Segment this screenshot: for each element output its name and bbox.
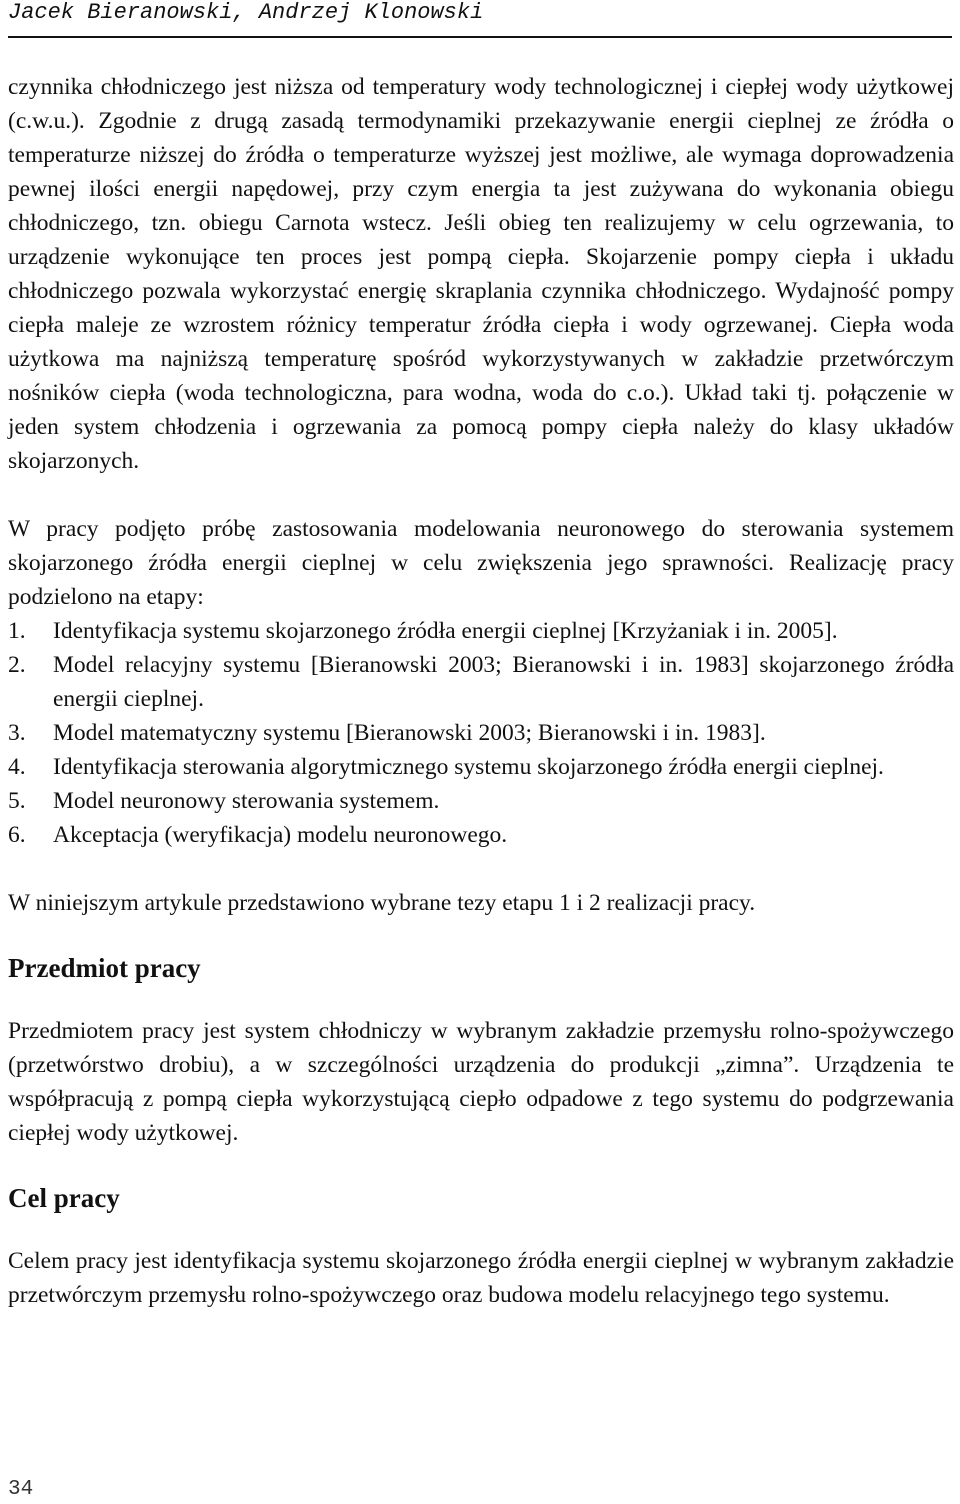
- page-body: [8, 70, 954, 1312]
- scope-paragraph: W pracy podjęto próbę zastosowania modelowania neuronowego do sterowania systemem skojarzonego źródła energii cieplnej w celu zwiększenia jego sprawności. Realizację pracy podzielono na etapy:: [8, 516, 954, 610]
- intro-paragraph: czynnika chłodniczego jest niższa od temperatury wody technologicznej i ciepłej wody użytkowej (c.w.u.). Zgodnie z drugą zasadą termodynamiki przekazywanie energii cieplnej ze źródła o temperaturze niższej do źródła o temperaturze wyższej jest możliwe, ale wymaga doprowadzenia pewnej ilości energii napędowej, przy czym energia ta jest zużywana do wykonania obiegu chłodniczego, tzn. obiegu Carnota wstecz. Jeśli obieg ten realizujemy w celu ogrzewania, to urządzenie wykonujące ten proces jest pompą ciepła. Skojarzenie pompy ciepła i układu chłodniczego pozwala wykorzystać energię skraplania czynnika chłodniczego. Wydajność pompy ciepła maleje ze wzrostem różnicy temperatur źródła ciepła i wody ogrzewanej. Ciepła woda użytkowa ma najniższą temperaturę spośród wykorzystywanych w zakładzie przetwórczym nośników ciepła (woda technologiczna, para wodna, woda do c.o.). Układ taki tj. połączenie w jeden system chłodzenia i ogrzewania za pomocą pompy ciepła należy do klasy układów skojarzonych.: [8, 74, 954, 474]
- list-item-number: 4.: [8, 754, 26, 780]
- list-item-number: 6.: [8, 822, 26, 848]
- list-item: [8, 716, 954, 750]
- list-item-text: Model matematyczny systemu [Bieranowski 2003; Bieranowski i in. 1983].: [53, 720, 766, 746]
- running-header: [8, 0, 952, 38]
- list-item-number: 2.: [8, 652, 26, 678]
- list-item-number: 5.: [8, 788, 26, 814]
- list-item-text: Identyfikacja systemu skojarzonego źródła energii cieplnej [Krzyżaniak i in. 2005].: [53, 618, 838, 644]
- list-item-number: 3.: [8, 720, 26, 746]
- section-heading-goal: Cel pracy: [8, 1183, 120, 1213]
- page-number: 34: [8, 1478, 34, 1501]
- list-item-text: Model relacyjny systemu [Bieranowski 2003; Bieranowski i in. 1983] skojarzonego źródła energii cieplnej.: [53, 652, 954, 712]
- article-scope-paragraph: W niniejszym artykule przedstawiono wybrane tezy etapu 1 i 2 realizacji pracy.: [8, 890, 756, 916]
- list-item: [8, 750, 954, 784]
- stages-list: [8, 614, 954, 852]
- list-item: [8, 818, 954, 852]
- list-item: [8, 648, 954, 716]
- list-item: [8, 614, 954, 648]
- section-heading-subject: Przedmiot pracy: [8, 953, 201, 983]
- list-item-number: 1.: [8, 618, 26, 644]
- list-item-text: Akceptacja (weryfikacja) modelu neuronowego.: [53, 822, 508, 848]
- list-item: [8, 784, 954, 818]
- list-item-text: Model neuronowy sterowania systemem.: [53, 788, 440, 814]
- goal-paragraph: Celem pracy jest identyfikacja systemu skojarzonego źródła energii cieplnej w wybranym zakładzie przetwórczym przemysłu rolno-spożywczego oraz budowa modelu relacyjnego tego systemu.: [8, 1248, 954, 1308]
- running-head-authors: Jacek Bieranowski, Andrzej Klonowski: [8, 0, 484, 25]
- list-item-text: Identyfikacja sterowania algorytmicznego systemu skojarzonego źródła energii cieplnej.: [53, 754, 884, 780]
- subject-paragraph: Przedmiotem pracy jest system chłodniczy w wybranym zakładzie przemysłu rolno-spożywczego (przetwórstwo drobiu), a w szczególności urządzenia do produkcji „zimna”. Urządzenia te współpracują z pompą ciepła wykorzystującą ciepło odpadowe z tego systemu do podgrzewania ciepłej wody użytkowej.: [8, 1018, 954, 1146]
